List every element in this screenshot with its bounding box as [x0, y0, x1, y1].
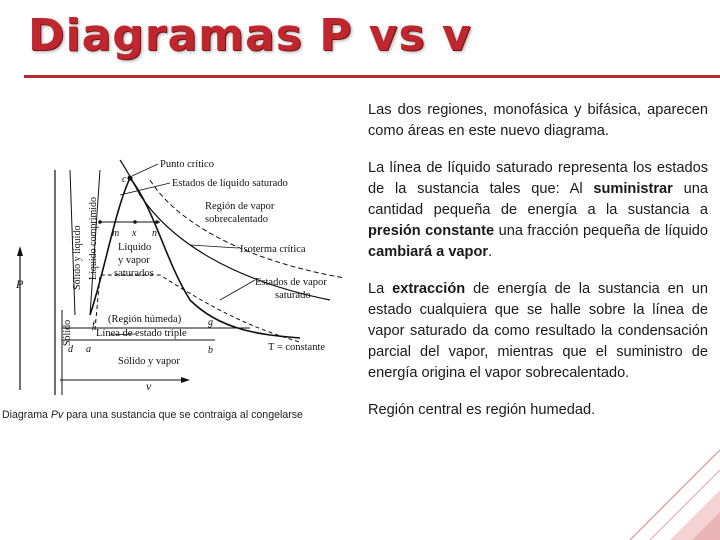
p3-bold-extraccion: extracción: [392, 281, 466, 297]
caption-italic-pv: Pv: [50, 409, 64, 421]
v-axis-arrow: [181, 377, 190, 383]
label-axis-p: P: [16, 277, 24, 291]
paragraph-3: [368, 279, 708, 384]
paragraph-4: Región central es región humedad.: [368, 402, 596, 418]
slide-title: Diagramas P vs v: [28, 10, 472, 61]
label-region-vapor: Región de vapor: [205, 201, 275, 212]
label-solido-vapor: Sólido y vapor: [118, 356, 180, 367]
p2-bold-suministrar: suministrar: [593, 181, 673, 197]
label-solido-liquido: Sólido y líquido: [72, 225, 83, 290]
title-underline: [24, 75, 720, 78]
p2-text-c: una fracción pequeña de líquido: [494, 223, 708, 239]
label-punto-critico: Punto crítico: [160, 159, 214, 170]
label-point-g: g: [208, 317, 213, 328]
label-y-vapor: y vapor: [118, 255, 150, 266]
label-isoterma: Isoterma crítica: [240, 244, 306, 255]
label-point-b: b: [208, 345, 213, 356]
point-n-dot: [155, 220, 159, 224]
caption-text-a: Diagrama: [2, 409, 51, 421]
leader-vapor-sat: [220, 280, 255, 300]
text-column: [368, 100, 708, 437]
diagram-caption: [2, 409, 368, 421]
pv-diagram: [0, 150, 366, 428]
p2-text-d: .: [488, 244, 493, 260]
paragraph-1: Las dos regiones, monofásica y bifásica, aparecen como áreas en este nuevo diagrama.: [368, 102, 708, 139]
p3-text-b: de energía de la sustancia en un estado cualquiera que se halle sobre la línea de vapor saturado da como resultado la condensación parcial del vapor, mientras que el suministro de energía origina el vapor sobrecalentado.: [368, 281, 708, 381]
label-sobrecalentado: sobrecalentado: [205, 214, 268, 225]
label-liquido: Líquido: [118, 242, 152, 253]
label-linea-triple: Línea de estado triple: [96, 328, 187, 339]
paragraph-2: [368, 158, 708, 263]
leader-critico: [132, 164, 158, 176]
label-vapor-sat-2: saturado: [275, 290, 311, 301]
label-t-constante: T = constante: [268, 342, 326, 353]
label-saturados: saturados: [114, 268, 154, 279]
label-point-m: m: [112, 228, 120, 239]
label-region-humeda: (Región húmeda): [108, 314, 182, 325]
p2-text-b: una cantidad pequeña de energía a la sustancia a: [368, 181, 708, 218]
p-axis-arrow: [17, 246, 23, 256]
label-point-x: x: [132, 228, 137, 239]
p3-text-a: La: [368, 281, 393, 297]
caption-text-b: para una sustancia que se contraiga al congelarse: [63, 409, 303, 421]
label-point-n: n: [152, 228, 157, 239]
label-point-d: d: [68, 344, 73, 355]
label-liquido-comprimido: Líquido comprimido: [88, 196, 99, 280]
label-liquido-saturado: Estados de líquido saturado: [172, 178, 288, 189]
isotherm-high: [150, 180, 345, 278]
critical-point-dot: [128, 176, 133, 181]
label-point-a: a: [86, 344, 91, 355]
leader-isoterma: [190, 245, 238, 248]
label-point-c: c: [122, 174, 127, 185]
label-vapor-sat-1: Estados de vapor: [255, 277, 327, 288]
label-axis-v: v: [146, 379, 152, 393]
p2-text-a: La línea de líquido saturado representa los estados de la sustancia tales que: Al: [368, 160, 708, 197]
label-point-f: f: [92, 320, 95, 331]
point-x-dot: [133, 220, 137, 224]
p2-bold-presion: presión constante: [368, 223, 495, 239]
p2-bold-cambiara: cambiará a vapor: [368, 244, 489, 260]
label-solido: Sólido: [62, 319, 73, 346]
corner-decoration: [610, 450, 720, 540]
